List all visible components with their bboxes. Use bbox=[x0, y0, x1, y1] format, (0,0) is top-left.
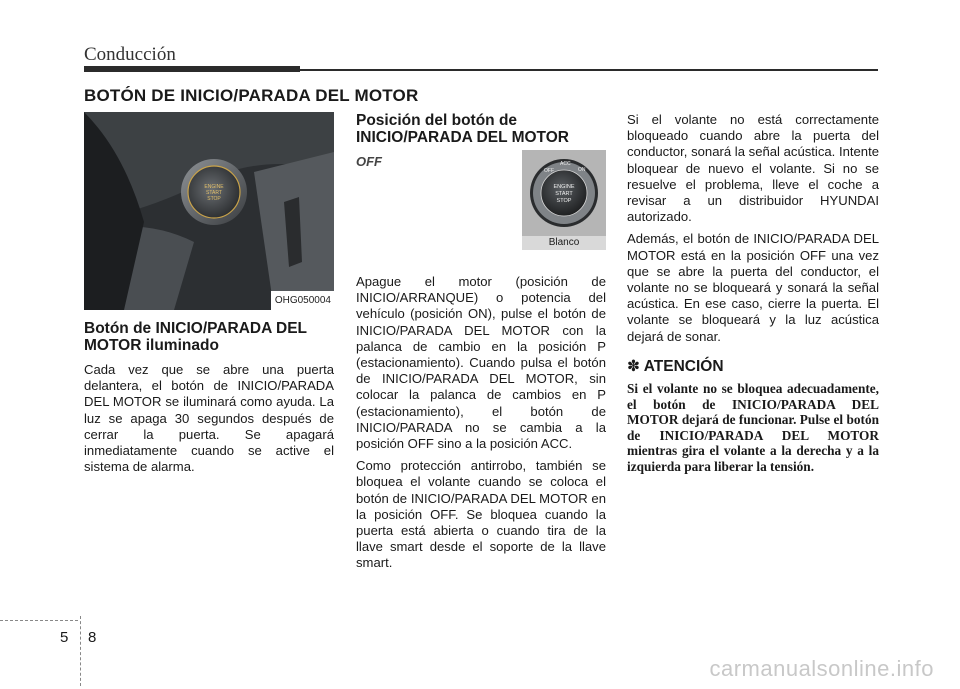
page-number: 8 bbox=[88, 629, 97, 646]
paragraph-off-2: Como protección antirrobo, también se bloquea el volante cuando se coloca el botón de INICIO/PARADA DEL MOTOR en la posición OFF. Se bloquea cuando la puerta está abierta o cuando tira de la llave smart desde el soporte de la llave smart. bbox=[356, 458, 606, 571]
section-title: BOTÓN DE INICIO/PARADA DEL MOTOR bbox=[84, 86, 419, 105]
button-text-3: STOP bbox=[556, 198, 572, 204]
header-bar bbox=[84, 66, 300, 72]
column-1 bbox=[84, 112, 334, 481]
start-button-illustration bbox=[522, 150, 606, 236]
subheading-position: Posición del botón de INICIO/PARADA DEL MOTOR bbox=[356, 112, 569, 146]
photo-button-text-1: ENGINE bbox=[204, 184, 224, 190]
image-caption: OHG050004 bbox=[271, 291, 334, 310]
watermark: carmanualsonline.info bbox=[709, 656, 934, 681]
paragraph-illuminated: Cada vez que se abre una puerta delantera, el botón de INICIO/PARADA DEL MOTOR se iluminará como ayuda. La luz se apaga 30 segundos después de cerrar la puerta. Se apagará inmediatamente cuando se active el sistema de alarma. bbox=[84, 362, 334, 475]
warning-title: ✽ ATENCIÓN bbox=[627, 357, 724, 375]
dashboard-photo bbox=[84, 112, 334, 310]
footer-divider bbox=[80, 616, 82, 686]
off-section bbox=[356, 154, 606, 266]
page-section-number: 5 bbox=[60, 629, 69, 646]
button-image-caption: Blanco bbox=[522, 236, 606, 250]
photo-button-text-2: START bbox=[206, 190, 222, 196]
button-photo bbox=[522, 150, 606, 250]
column-2 bbox=[356, 112, 606, 578]
ring-label-on: ON bbox=[578, 167, 586, 173]
photo-button-text-3: STOP bbox=[207, 196, 221, 202]
dashboard-illustration bbox=[84, 112, 334, 310]
chapter-title: Conducción bbox=[84, 44, 176, 65]
subheading-illuminated: Botón de INICIO/PARADA DEL MOTOR iluminado bbox=[84, 320, 307, 354]
ring-label-off: OFF bbox=[544, 168, 554, 174]
footer-rule bbox=[0, 620, 78, 622]
paragraph-off-1: Apague el motor (posición de INICIO/ARRANQUE) o potencia del vehículo (posición ON), pulse el botón de INICIO/PARADA DEL MOTOR con la palanca de cambio en la posición P (estacionamiento). Cuando pulsa el botón de INICIO/PARADA DEL MOTOR, sin colocar la palanca de cambios en P (estacionamiento), el botón de INICIO/PARADA no se cambia a la posición OFF sino a la posición ACC. bbox=[356, 274, 606, 452]
paragraph-steering-2: Además, el botón de INICIO/PARADA DEL MOTOR está en la posición OFF una vez que se abre la puerta del conductor, el volante no se bloqueará y sonará la señal acústica. En ese caso, cierre la puerta. El volante se bloqueará y la luz acústica dejará de sonar. bbox=[627, 231, 879, 344]
ring-label-acc: ACC bbox=[560, 161, 571, 167]
header-rule bbox=[300, 69, 878, 71]
paragraph-steering-1: Si el volante no está correctamente bloqueado cuando abre la puerta del conductor, sonará la señal acústica. Intente bloquear de nuevo el volante. Si no se resuelve el problema, lleve el coche a revisar a un distribuidor HYUNDAI autorizado. bbox=[627, 112, 879, 225]
button-text-1: ENGINE bbox=[553, 184, 575, 190]
off-label: OFF bbox=[356, 154, 382, 169]
warning-text: Si el volante no se bloquea adecuadamente, el botón de INICIO/PARADA DEL MOTOR dejará de funcionar. Pulse el botón de INICIO/PARADA DEL MOTOR mientras gira el volante a la derecha y a la izquierda para liberar la tensión. bbox=[627, 381, 879, 475]
column-3 bbox=[627, 112, 879, 475]
button-text-2: START bbox=[555, 191, 573, 197]
